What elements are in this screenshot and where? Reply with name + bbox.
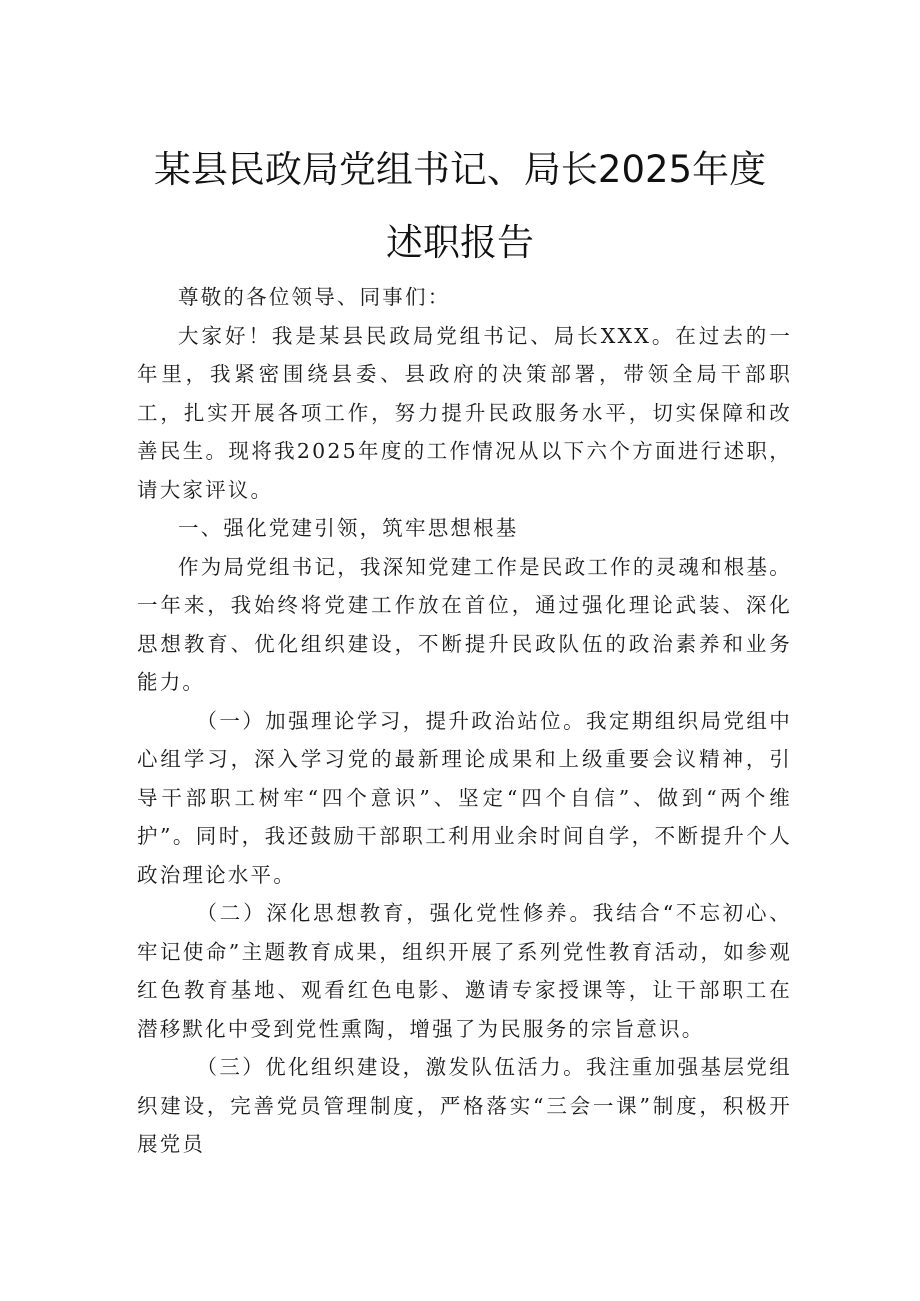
document-title-line-1: 某县民政局党组书记、局长2025年度 [153, 148, 767, 191]
salutation-paragraph: 尊敬的各位领导、同事们： [178, 285, 451, 309]
section-1-intro-paragraph: 作为局党组书记，我深知党建工作是民政工作的灵魂和根基。一年来，我始终将党建工作放在首位，通过强化理论武装、深化思想教育、优化组织建设，不断提升民政队伍的政治素养和业务能力。 [137, 554, 792, 694]
document-title-line-2: 述职报告 [386, 221, 534, 264]
section-heading-1: 一、强化党建引领，筑牢思想根基 [178, 516, 519, 540]
subsection-1-paragraph: （一）加强理论学习，提升政治站位。我定期组织局党组中心组学习，深入学习党的最新理论成果和上级重要会议精神，引导干部职工树牢“四个意识”、坚定“四个自信”、做到“两个维护”。同时，我还鼓励干部职工利用业余时间自学，不断提升个人政治理论水平。 [137, 708, 792, 887]
document-body [137, 278, 792, 1164]
subsection-2-paragraph: （二）深化思想教育，强化党性修养。我结合“不忘初心、牢记使命”主题教育成果，组织开展了系列党性教育活动，如参观红色教育基地、观看红色电影、邀请专家授课等，让干部职工在潜移默化中受到党性熏陶，增强了为民服务的宗旨意识。 [137, 901, 792, 1041]
intro-paragraph: 大家好！我是某县民政局党组书记、局长XXX。在过去的一年里，我紧密围绕县委、县政府的决策部署，带领全局干部职工，扎实开展各项工作，努力提升民政服务水平，切实保障和改善民生。现将我2025年度的工作情况从以下六个方面进行述职，请大家评议。 [137, 323, 792, 502]
subsection-3-paragraph: （三）优化组织建设，激发队伍活力。我注重加强基层党组织建设，完善党员管理制度，严格落实“三会一课”制度，积极开展党员 [137, 1055, 792, 1156]
